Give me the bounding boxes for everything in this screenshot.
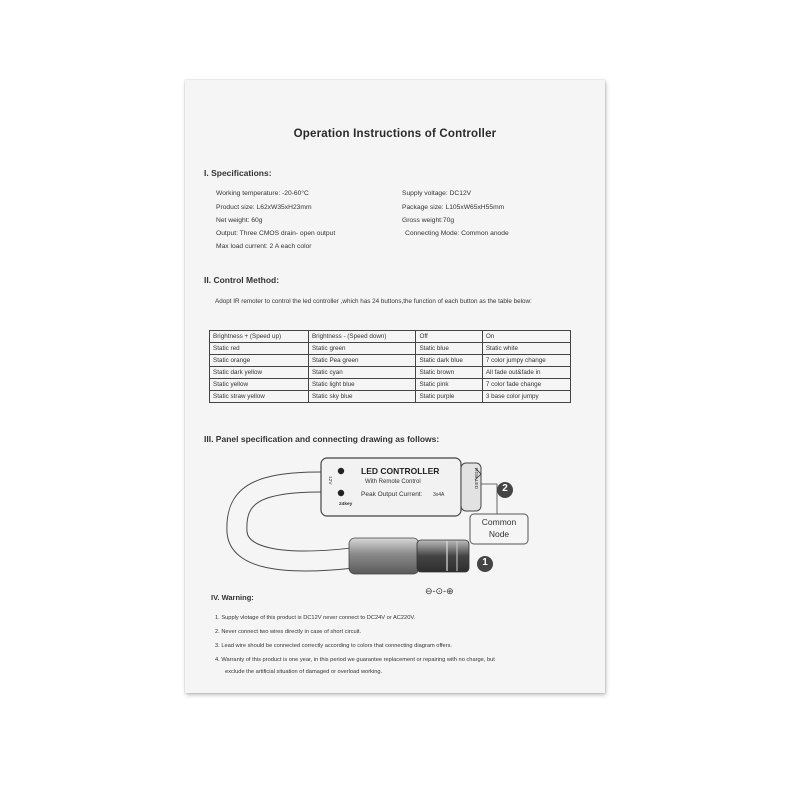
sheet-title: Operation Instructions of Controller <box>293 128 497 140</box>
common-node-line2: Node <box>488 529 510 539</box>
ir-receiver-icon <box>338 490 344 496</box>
spec-package-size: Package size: L105xW65xH55mm <box>402 204 505 211</box>
table-cell: Static yellow <box>210 379 309 391</box>
table-cell: Static orange <box>210 355 309 367</box>
table-cell: Brightness - (Speed down) <box>308 331 415 343</box>
table-cell: Static pink <box>416 379 482 391</box>
device-name: LED CONTROLLER <box>361 466 440 476</box>
instruction-sheet <box>185 80 605 693</box>
table-cell: Static blue <box>416 343 482 355</box>
table-cell: All fade out&fade in <box>482 367 570 379</box>
status-led-icon <box>338 468 344 474</box>
panel-specification-heading: III. Panel specification and connecting drawing as follows: <box>204 434 440 444</box>
spec-working-temperature: Working temperature: -20-60°C <box>216 190 309 197</box>
device-current-value: 3x4A <box>433 492 445 498</box>
table-cell: Static sky blue <box>308 391 415 403</box>
table-cell: Static dark blue <box>416 355 482 367</box>
warning-item: 3. Lead wire should be connected correctly according to colors that connecting diagram offers. <box>215 643 453 649</box>
control-method-intro: Adopt IR remoter to control the led controller ,which has 24 buttons,the function of each button as the table below: <box>215 298 532 305</box>
table-cell: 3 base color jumpy <box>482 391 570 403</box>
table-cell: 7 color jumpy change <box>482 355 570 367</box>
table-cell: Static white <box>482 343 570 355</box>
spec-product-size: Product size: L62xW35xH23mm <box>216 204 312 211</box>
device-voltage-label: 12V <box>327 476 332 485</box>
spec-supply-voltage: Supply voltage: DC12V <box>402 190 472 197</box>
table-cell: Static cyan <box>308 367 415 379</box>
table-cell: On <box>482 331 570 343</box>
polarity-symbol: ⊖-⊙-⊕ <box>425 586 454 596</box>
table-cell: Brightness + (Speed up) <box>210 331 309 343</box>
device-line3: Peak Output Current: <box>361 491 423 498</box>
marker-2-label: 2 <box>502 483 508 494</box>
device-line2: With Remote Control <box>365 479 421 485</box>
warning-item: 4. Warranty of this product is one year, in this period we guarantee replacement or repairing with no charge, but <box>215 657 495 663</box>
table-cell: Static purple <box>416 391 482 403</box>
warning-item: 1. Supply vlotage of this product is DC12V never connect to DC24V or AC220V. <box>215 615 416 621</box>
table-cell: 7 color fade change <box>482 379 570 391</box>
spec-net-weight: Net weight: 60g <box>216 217 263 224</box>
spec-gross-weight: Gross weight:70g <box>402 217 455 224</box>
table-cell: Static red <box>210 343 309 355</box>
spec-max-load-current: Max load current: 2 A each color <box>216 243 312 250</box>
table-cell: Static Pea green <box>308 355 415 367</box>
warning-item-continued: exclude the artificial situation of damaged or overload working. <box>225 669 383 675</box>
spec-output: Output: Three CMOS drain- open output <box>216 230 336 237</box>
device-rgb-label: RGB LED <box>473 468 478 490</box>
specifications-heading: I. Specifications: <box>204 168 272 178</box>
warning-heading: IV. Warning: <box>211 593 254 602</box>
table-cell: Static brown <box>416 367 482 379</box>
table-cell: Static straw yellow <box>210 391 309 403</box>
warning-item: 2. Never connect two wires directly in case of short circuit. <box>215 629 362 635</box>
marker-1-label: 1 <box>482 557 488 568</box>
callout-pointer <box>481 484 497 516</box>
table-cell: Static dark yellow <box>210 367 309 379</box>
table-cell: Static green <box>308 343 415 355</box>
common-node-line1: Common <box>481 517 517 527</box>
control-method-heading: II. Control Method: <box>204 275 280 285</box>
device-keys-label: 24key <box>339 502 353 507</box>
table-cell: Off <box>416 331 482 343</box>
spec-connecting-mode: Connecting Mode: Common anode <box>405 230 509 237</box>
table-cell: Static light blue <box>308 379 415 391</box>
dc-plug <box>349 538 469 574</box>
